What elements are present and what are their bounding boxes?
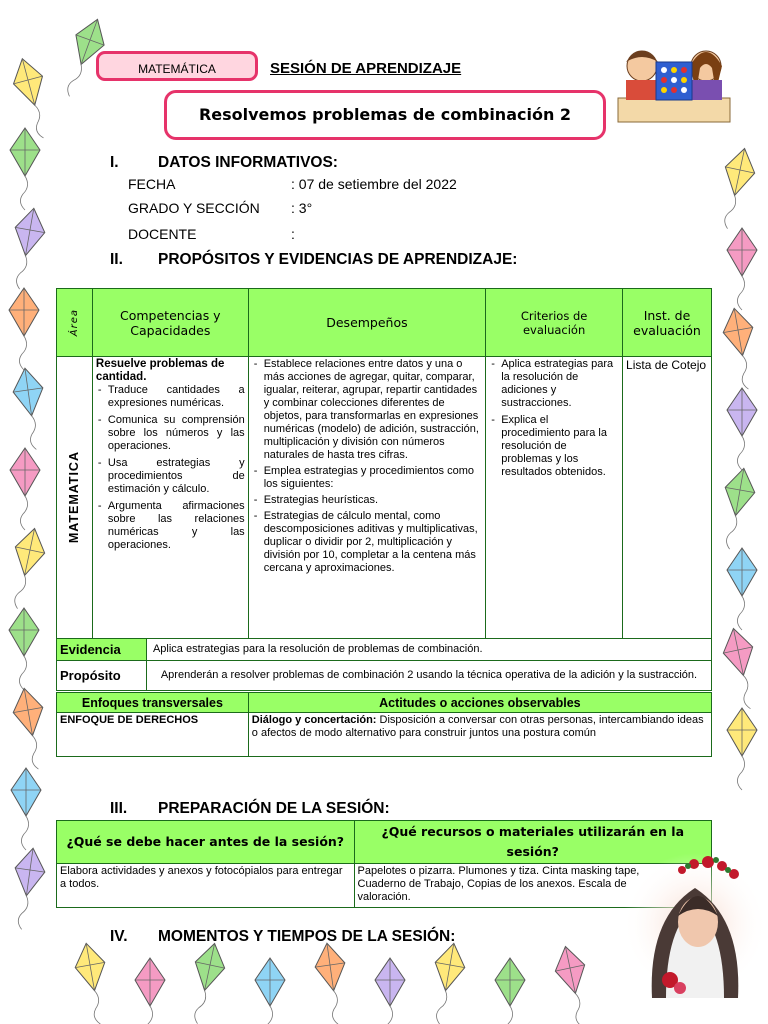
competencias-table: [56, 288, 712, 639]
info-label-grado: GRADO Y SECCIÓN: [128, 200, 260, 216]
competencias-body-row: [57, 357, 712, 639]
capacidad-item: - Usa estrategias y procedimientos de estimación y cálculo.: [96, 457, 245, 496]
preparacion-col2-text: Papelotes o pizarra. Plumones y tiza. Cinta masking tape, Cuaderno de Trabajo, Copias de los anexos. Escala de valoración.: [354, 864, 712, 908]
actitud-text: Disposición a conversar con otras personas, intercambiando ideas o afectos de modo alternativo para construir juntos una postura común: [251, 714, 704, 739]
preparacion-col1-header: ¿Qué se debe hacer antes de la sesión?: [57, 821, 355, 864]
info-label-fecha: FECHA: [128, 176, 176, 192]
children-playing-icon: [616, 40, 732, 124]
info-value-grado: : 3°: [291, 200, 313, 216]
section-2-heading: [110, 251, 517, 269]
header-criterios: Criterios de evaluación: [486, 289, 623, 357]
capacidad-item: - Comunica su comprensión sobre los números y las operaciones.: [96, 414, 245, 453]
area-badge: MATEMÁTICA: [96, 51, 258, 81]
desempeno-item: - Establece relaciones entre datos y una o más acciones de agregar, quitar, comparar, igualar, reiterar, agrupar, repartir cantidades y combinar colecciones diferentes de objetos, para transformarlas en expresiones numéricas (modelo) de adición, sustracción, multiplicación y división con números naturales de hasta tres cifras.: [252, 358, 483, 462]
criterio-item: - Explica el procedimiento para la resolución de problemas y los resultados obtenidos.: [489, 414, 619, 479]
section-4-title: MOMENTOS Y TIEMPOS DE LA SESIÓN:: [158, 928, 456, 945]
section-4-number: IV.: [110, 928, 128, 945]
instrumento-value: Lista de Cotejo: [623, 357, 712, 639]
preparacion-body-row: [57, 864, 712, 908]
preparacion-table: [56, 820, 712, 908]
info-value-docente: :: [291, 226, 295, 242]
preparacion-col1-text: Elabora actividades y anexos y fotocópialos para entregar a todos.: [57, 864, 355, 908]
section-2-number: II.: [110, 251, 123, 268]
capacidades-list: [96, 384, 245, 552]
proposito-text: Aprenderán a resolver problemas de combinación 2 usando la técnica operativa de la adición y la sustracción.: [146, 661, 711, 691]
preparacion-header-row: [57, 821, 712, 864]
actitud-bold: Diálogo y concertación:: [251, 714, 377, 726]
capacidad-item: - Argumenta afirmaciones sobre las relaciones numéricas y las operaciones.: [96, 500, 245, 552]
area-value: MATEMATICA: [67, 451, 82, 544]
criterios-list: [489, 358, 619, 479]
actitudes-header: Actitudes o acciones observables: [248, 693, 711, 713]
desempenos-list: [252, 358, 483, 575]
section-2-title: PROPÓSITOS Y EVIDENCIAS DE APRENDIZAJE:: [158, 251, 518, 268]
desempeno-item: - Emplea estrategias y procedimientos como los siguientes:: [252, 465, 483, 491]
evidencia-row: [57, 639, 712, 661]
session-name-box: Resolvemos problemas de combinación 2: [164, 90, 606, 140]
desempeno-item: - Estrategias heurísticas.: [252, 494, 483, 507]
header-area: Área: [68, 308, 80, 337]
section-3-title: PREPARACIÓN DE LA SESIÓN:: [158, 800, 390, 817]
proposito-label: Propósito: [57, 661, 147, 691]
desempeno-item: - Estrategias de cálculo mental, como descomposiciones aditivas y multiplicativas, duplicar o dividir por 2, multiplicación y división por 10, completar a la centena más cercana y aproximaciones.: [252, 510, 483, 575]
competencia-title: Resuelve problemas de cantidad.: [95, 358, 225, 383]
evidencia-label: Evidencia: [57, 639, 147, 661]
enfoques-header-row: [57, 693, 712, 713]
capacidad-item: - Traduce cantidades a expresiones numéricas.: [96, 384, 245, 410]
enfoque-value: ENFOQUE DE DERECHOS: [57, 713, 249, 757]
enfoques-header: Enfoques transversales: [57, 693, 249, 713]
section-1-title: DATOS INFORMATIVOS:: [158, 154, 338, 171]
section-4-heading: [110, 928, 455, 946]
info-label-docente: DOCENTE: [128, 226, 197, 242]
preparacion-col2-header: ¿Qué recursos o materiales utilizarán en la sesión?: [354, 821, 712, 864]
evidencia-proposito-table: [56, 638, 712, 691]
enfoques-table: [56, 692, 712, 757]
competencias-header-row: [57, 289, 712, 357]
header-instrumento: Inst. de evaluación: [623, 289, 712, 357]
session-title: SESIÓN DE APRENDIZAJE: [270, 60, 462, 77]
enfoques-body-row: [57, 713, 712, 757]
saint-portrait-icon: [622, 840, 768, 998]
proposito-row: [57, 661, 712, 691]
header-desempenos: Desempeños: [248, 289, 486, 357]
section-3-number: III.: [110, 800, 128, 817]
evidencia-text: Aplica estrategias para la resolución de problemas de combinación.: [146, 639, 711, 661]
header-competencias: Competencias y Capacidades: [92, 289, 248, 357]
criterio-item: - Aplica estrategias para la resolución de adiciones y sustracciones.: [489, 358, 619, 410]
section-3-heading: [110, 800, 390, 818]
info-value-fecha: : 07 de setiembre del 2022: [291, 176, 457, 192]
section-1-number: I.: [110, 154, 119, 171]
section-1-heading: [110, 154, 338, 172]
